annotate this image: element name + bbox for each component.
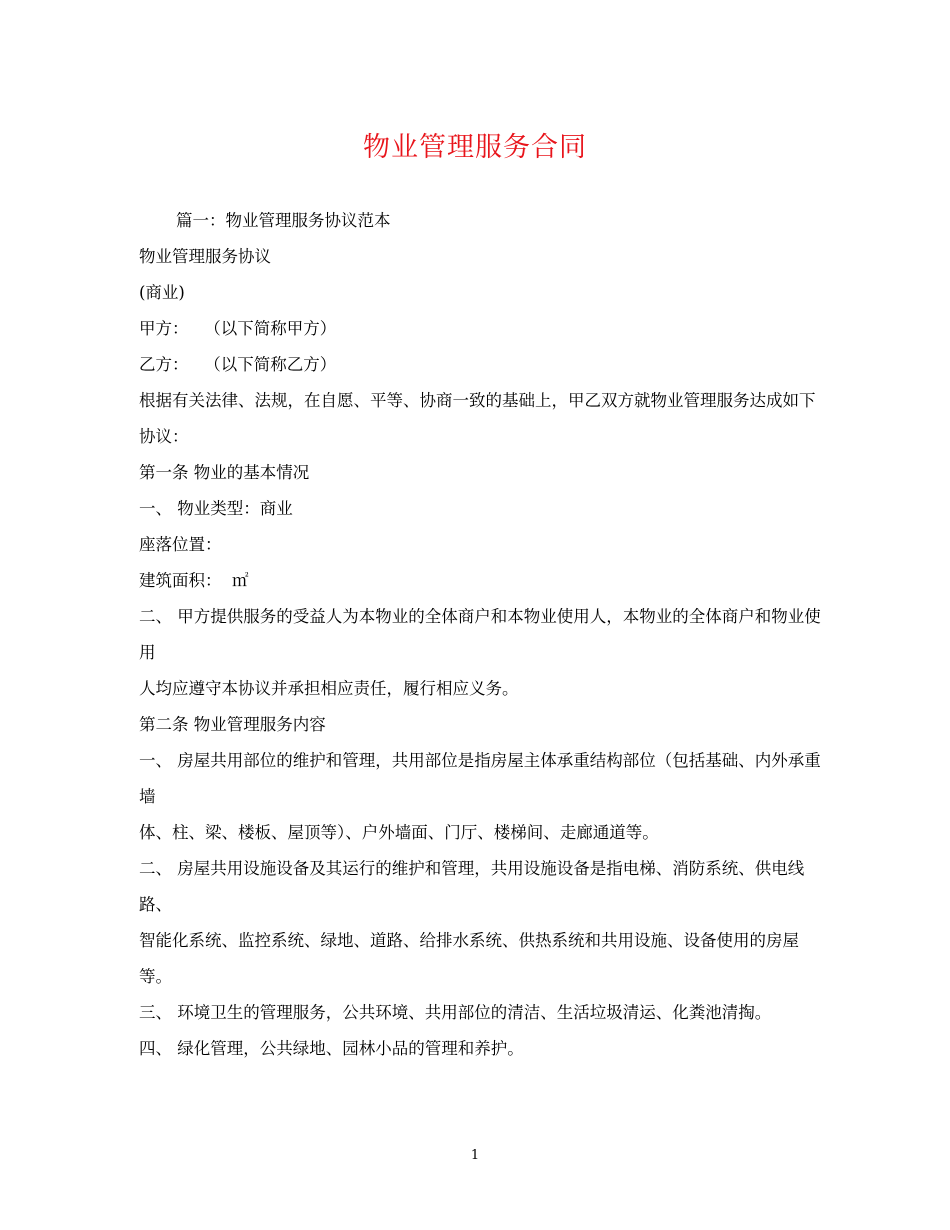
clause-paragraph: 体、柱、梁、楼板、屋顶等）、户外墙面、门厅、楼梯间、走廊通道等。 <box>139 823 659 842</box>
party-a-line: 甲方： （以下简称甲方） <box>139 319 337 338</box>
document-body <box>139 203 829 1067</box>
page-number: 1 <box>470 1148 480 1163</box>
clause-paragraph: 智能化系统、监控系统、绿地、道路、给排水系统、供热系统和共用设施、设备使用的房屋等。 <box>139 931 799 986</box>
clause-paragraph: 三、 环境卫生的管理服务，公共环境、共用部位的清洁、生活垃圾清运、化粪池清掏。 <box>139 1003 772 1022</box>
clause-paragraph: 二、 房屋共用设施设备及其运行的维护和管理，共用设施设备是指电梯、消防系统、供电线路、 <box>139 859 805 914</box>
section-heading: 篇一：物业管理服务协议范本 <box>176 211 391 230</box>
party-b-line: 乙方： （以下简称乙方） <box>139 355 337 374</box>
clause-paragraph: 一、 物业类型：商业 <box>139 499 293 518</box>
article-heading: 第一条 物业的基本情况 <box>139 463 310 482</box>
article-heading: 第二条 物业管理服务内容 <box>139 715 326 734</box>
clause-paragraph: 二、 甲方提供服务的受益人为本物业的全体商户和本物业使用人，本物业的全体商户和物业使用 <box>139 607 821 662</box>
clause-paragraph: 人均应遵守本协议并承担相应责任，履行相应义务。 <box>139 679 519 698</box>
clause-paragraph: 建筑面积： ㎡ <box>139 571 249 590</box>
clause-paragraph: 座落位置： <box>139 535 222 554</box>
clause-paragraph: 一、 房屋共用部位的维护和管理，共用部位是指房屋主体承重结构部位（包括基础、内外承重墙 <box>139 751 821 806</box>
document-title: 物业管理服务合同 <box>363 132 587 163</box>
agreement-type: (商业) <box>139 283 185 302</box>
clause-paragraph: 四、 绿化管理，公共绿地、园林小品的管理和养护。 <box>139 1039 524 1058</box>
preamble-paragraph: 根据有关法律、法规，在自愿、平等、协商一致的基础上，甲乙双方就物业管理服务达成如下协议： <box>139 391 816 446</box>
agreement-name: 物业管理服务协议 <box>139 247 271 266</box>
